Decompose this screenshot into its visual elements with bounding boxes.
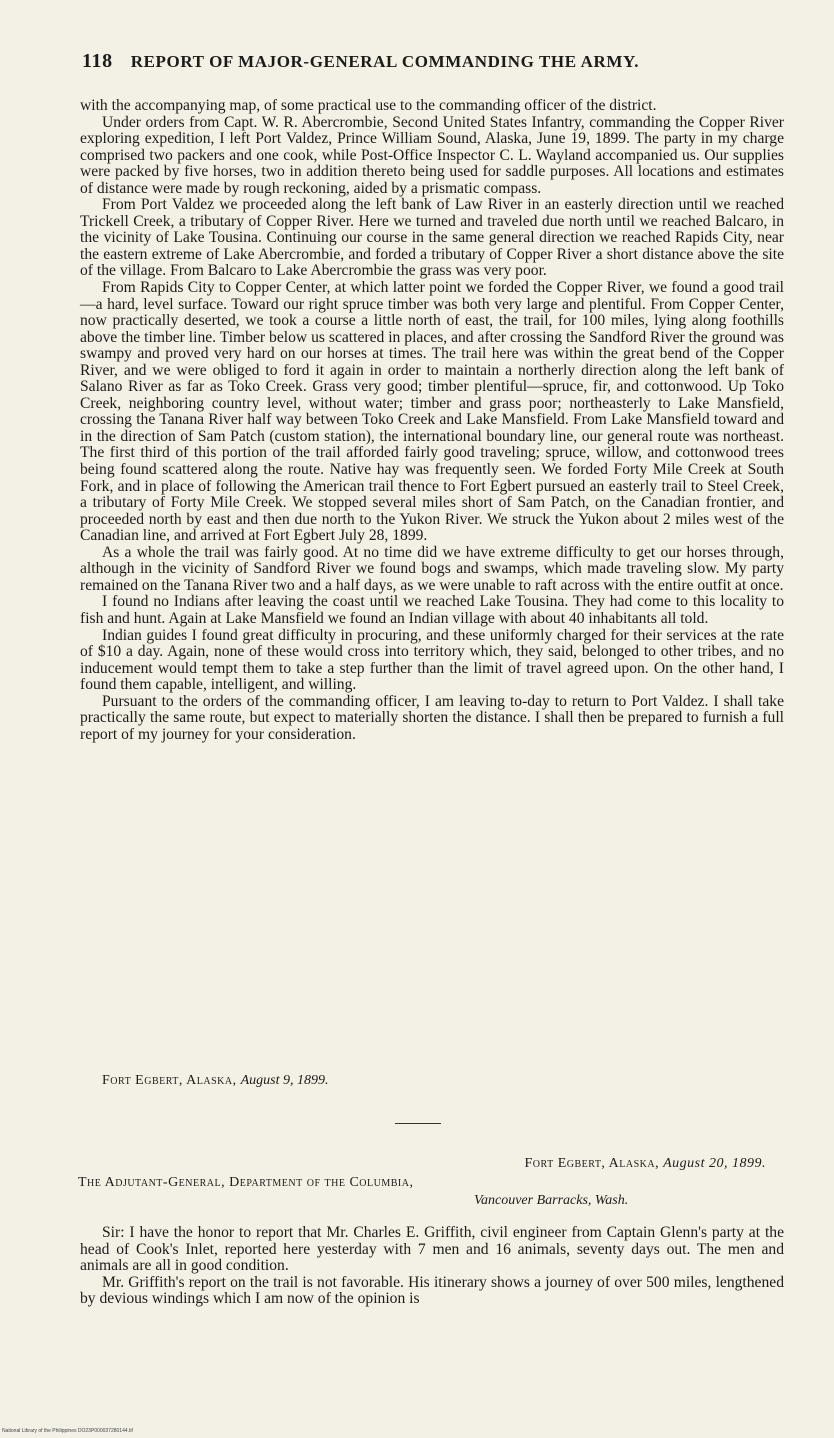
dateline-place: Fort Egbert, Alaska, [524, 1156, 660, 1171]
addressee-line-1: The Adjutant-General, Department of the Columbia, [78, 1175, 414, 1190]
paragraph: Pursuant to the orders of the commanding officer, I am leaving to-day to return to Port Valdez. I shall take practically the same route, but expect to materially shorten the distance. I shall then be prepared to furnish a full report of my journey for your consideration. [80, 692, 784, 743]
paragraph: From Rapids City to Copper Center, at which latter point we forded the Copper River, we found a good trail—a hard, level surface. Toward our right spruce timber was both very large and plentiful. From Copper Center, now practically deserted, we took a course a little north of east, the trail, for 100 miles, lying along foothills above the timber line. Timber below us scattered in places, and after crossing the Sandford River the ground was swampy and proved very hard on our horses at times. The trail here was within the great bend of the Copper River, and we were obliged to ford it again in order to maintain a northerly direction along the left bank of Salano River as far as Toko Creek. Grass very good; timber plentiful—spruce, fir, and cottonwood. Up Toko Creek, neighboring country level, without water; timber and grass poor; northeasterly to Lake Mansfield, crossing the Tanana River half way between Toko Creek and Lake Mansfield. From Lake Mansfield toward and in the direction of Sam Patch (custom station), the international boundary line, our general route was northeast. The first third of this portion of the trail afforded fairly good traveling; spruce, willow, and cottonwood trees being found scattered along the route. Native hay was frequently seen. We forded Forty Mile Creek at South Fork, and in place of following the American trail thence to Fort Egbert pursued an easterly trail to Steel Creek, a tributary of Forty Mile Creek. We stopped several miles short of Sam Patch, on the Canadian frontier, and proceeded north by east and then due north to the Yukon River. We struck the Yukon about 2 miles west of the Canadian line, and arrived at Fort Egbert July 28, 1899. [80, 279, 784, 545]
section-divider [395, 1123, 441, 1124]
signature-date: August 9, 1899. [240, 1073, 329, 1088]
paragraph: I found no Indians after leaving the coast until we reached Lake Tousina. They had come to this locality to fish and hunt. Again at Lake Mansfield we found an Indian village with about 40 inhabitants all told. [80, 593, 784, 627]
paragraph: with the accompanying map, of some practical use to the commanding officer of the district. [80, 97, 657, 114]
page-header [82, 50, 782, 73]
running-title: REPORT OF MAJOR-GENERAL COMMANDING THE ARMY. [130, 52, 640, 71]
paragraph: Under orders from Capt. W. R. Abercrombie, Second United States Infantry, commanding the Copper River exploring expedition, I left Port Valdez, Prince William Sound, Alaska, June 19, 1899. The party in my charge comprised two packers and one cook, while Post-Office Inspector C. L. Wayland accompanied us. Our supplies were packed by five horses, two in addition thereto being used for saddle purposes. All locations and estimates of distance were made by rough reckoning, aided by a prismatic compass. [80, 113, 784, 197]
paragraph: Mr. Griffith's report on the trail is not favorable. His itinerary shows a journey of over 500 miles, lengthened by devious windings which I am now of the opinion is [80, 1273, 784, 1308]
paragraph: Indian guides I found great difficulty in procuring, and these uniformly charged for their services at the rate of $10 a day. Again, none of these would cross into territory which, they said, belonged to other tribes, and no inducement would tempt them to take a step further than the limit of travel agreed upon. On the other hand, I found them capable, intelligent, and willing. [80, 626, 784, 694]
paragraph: From Port Valdez we proceeded along the left bank of Law River in an easterly direction until we reached Trickell Creek, a tributary of Copper River. Here we turned and traveled due north until we reached Balcaro, in the vicinity of Lake Tousina. Continuing our course in the same general direction we reached Rapids City, near the eastern extreme of Lake Abercrombie, and forded a tributary of Copper River a short distance above the site of the village. From Balcaro to Lake Abercrombie the grass was very poor. [80, 196, 784, 280]
scan-footer: National Library of the Philippines DO23P000037280144.tif [2, 1428, 133, 1434]
letter-body [80, 1225, 784, 1308]
paragraph: Sir: I have the honor to report that Mr. Charles E. Griffith, civil engineer from Captain Glenn's party at the head of Cook's Inlet, reported here yesterday with 7 men and 16 animals, seventy days out. The men and animals are all in good condition. [80, 1224, 784, 1275]
signature-line [102, 1073, 328, 1089]
paragraph: As a whole the trail was fairly good. At no time did we have extreme difficulty to get our horses through, although in the vicinity of Sandford River we found bogs and swamps, which made traveling slow. My party remained on the Tanana River two and a half days, as we were unable to raft across with the entire outfit at once. [80, 543, 784, 594]
signature-place: Fort Egbert, Alaska, [102, 1073, 237, 1088]
page-number: 118 [82, 50, 113, 72]
dateline-date: August 20, 1899. [663, 1156, 766, 1171]
addressee-line-2: Vancouver Barracks, Wash. [474, 1193, 629, 1208]
report-body [80, 98, 784, 743]
letter-dateline [525, 1156, 766, 1172]
letter-addressee [78, 1174, 798, 1210]
